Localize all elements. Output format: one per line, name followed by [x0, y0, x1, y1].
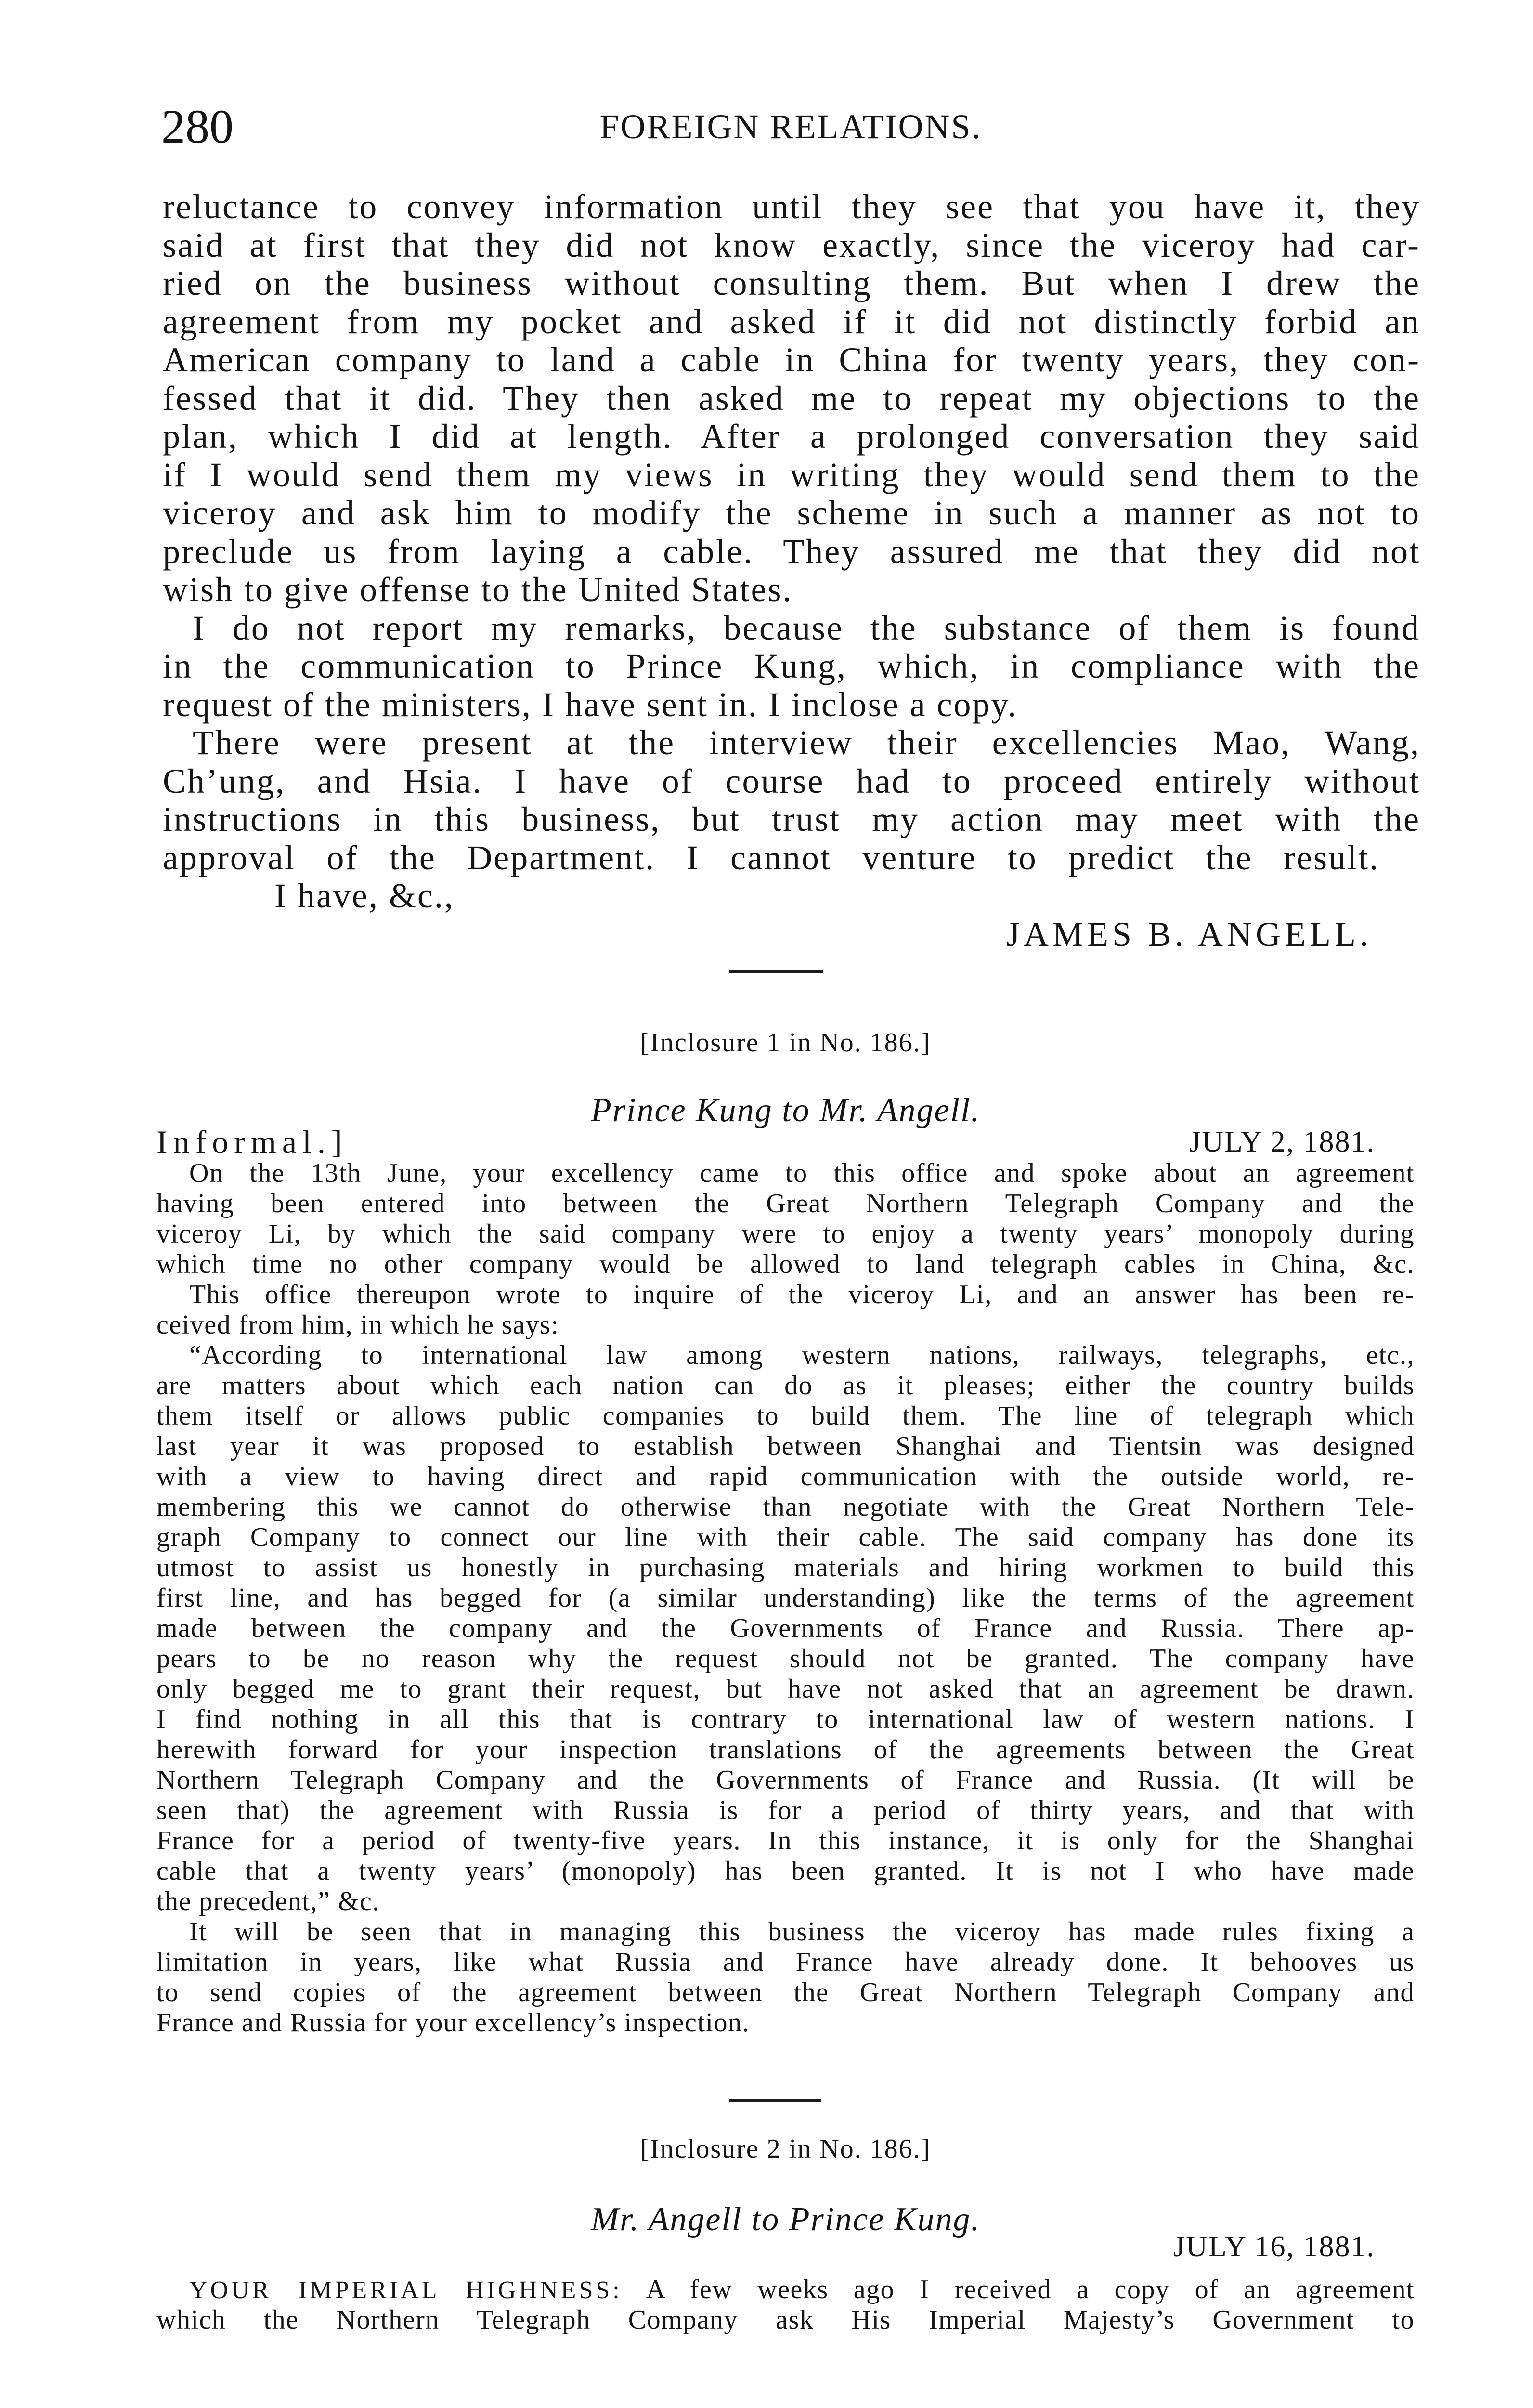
- inclosure-body: [156, 2275, 1415, 2335]
- section-divider: [729, 2099, 821, 2102]
- inclosure-line: Northern Telegraph Company and the Governments of France and Russia. (It will be: [156, 1765, 1415, 1795]
- inclosure-note: Informal.]: [156, 1124, 348, 1160]
- inclosure-line: seen that) the agreement with Russia is for a period of thirty years, and that with: [156, 1795, 1415, 1825]
- inclosure-label: [Inclosure 1 in No. 186.]: [640, 1028, 931, 1058]
- letter-line: There were present at the interview their excellencies Mao, Wang,: [193, 723, 1420, 762]
- signature: JAMES B. ANGELL.: [1006, 915, 1372, 954]
- letter-line: American company to land a cable in China for twenty years, they con-: [163, 340, 1420, 379]
- inclosure-body: [156, 1158, 1415, 2038]
- letter-line: instructions in this business, but trust my action may meet with the: [163, 800, 1420, 838]
- inclosure-line: I find nothing in all this that is contrary to international law of western nations. I: [156, 1704, 1415, 1734]
- inclosure-line: which the Northern Telegraph Company ask His Imperial Majesty’s Government to: [156, 2305, 1415, 2335]
- inclosure-title: Prince Kung to Mr. Angell.: [591, 1092, 980, 1129]
- inclosure-line: On the 13th June, your excellency came to this office and spoke about an agreement: [189, 1158, 1415, 1188]
- letter-line: wish to give offense to the United States.: [163, 570, 793, 609]
- letter-line: ried on the business without consulting them. But when I drew the: [163, 264, 1420, 302]
- letter-line: I do not report my remarks, because the substance of them is found: [193, 608, 1420, 647]
- page-header: [161, 100, 1420, 153]
- inclosure-line: [156, 2275, 1415, 2305]
- inclosure-line: “According to international law among western nations, railways, telegraphs, etc.,: [189, 1340, 1415, 1370]
- inclosure-line: with a view to having direct and rapid communication with the outside world, re-: [156, 1462, 1415, 1492]
- page-number: 280: [161, 100, 234, 153]
- section-divider: [729, 970, 823, 973]
- inclosure-line: viceroy Li, by which the said company were to enjoy a twenty years’ monopoly during: [156, 1219, 1415, 1249]
- inclosure-line: them itself or allows public companies to build them. The line of telegraph which: [156, 1401, 1415, 1431]
- inclosure-line: first line, and has begged for (a similar understanding) like the terms of the agreement: [156, 1583, 1415, 1613]
- letter-body: [163, 188, 1420, 954]
- inclosure-line: to send copies of the agreement between the Great Northern Telegraph Company and: [156, 1977, 1415, 2007]
- inclosure-date-row: [156, 1125, 1415, 1159]
- inclosure-date: JULY 16, 1881.: [1173, 2230, 1375, 2263]
- inclosure-line: utmost to assist us honestly in purchasing materials and hiring workmen to build this: [156, 1553, 1415, 1583]
- inclosure-line: This office thereupon wrote to inquire of the viceroy Li, and an answer has been re-: [189, 1280, 1415, 1309]
- inclosure-date: JULY 2, 1881.: [1189, 1125, 1375, 1158]
- inclosure-line: made between the company and the Governments of France and Russia. There ap-: [156, 1613, 1415, 1643]
- inclosure-line: herewith forward for your inspection translations of the agreements between the Great: [156, 1735, 1415, 1765]
- letter-closing: I have, &c.,: [274, 877, 455, 915]
- letter-line: in the communication to Prince Kung, which, in compliance with the: [163, 647, 1420, 685]
- inclosure-line-text: A few weeks ago I received a copy of an agreement: [646, 2275, 1415, 2304]
- inclosure-line: cable that a twenty years’ (monopoly) has been granted. It is not I who have made: [156, 1856, 1415, 1886]
- letter-line: plan, which I did at length. After a prolonged conversation they said: [163, 417, 1420, 456]
- letter-line: Ch’ung, and Hsia. I have of course had to proceed entirely without: [163, 761, 1420, 800]
- inclosure-line: limitation in years, like what Russia and France have already done. It behooves us: [156, 1947, 1415, 1977]
- inclosure-date-row: [156, 2230, 1415, 2264]
- running-title: FOREIGN RELATIONS.: [599, 107, 982, 146]
- inclosure-label: [Inclosure 2 in No. 186.]: [640, 2134, 931, 2164]
- letter-line: approval of the Department. I cannot venture to predict the result.: [163, 838, 1379, 877]
- inclosure-line: only begged me to grant their request, but have not asked that an agreement be drawn.: [156, 1674, 1415, 1704]
- inclosure-title: Mr. Angell to Prince Kung.: [591, 2201, 980, 2238]
- letter-line: request of the ministers, I have sent in. I inclose a copy.: [163, 685, 1018, 724]
- inclosure-line: having been entered into between the Great Northern Telegraph Company and the: [156, 1189, 1415, 1218]
- letter-line: if I would send them my views in writing they would send them to the: [163, 455, 1420, 494]
- salutation: YOUR IMPERIAL HIGHNESS:: [189, 2277, 623, 2304]
- letter-line: preclude us from laying a cable. They assured me that they did not: [163, 532, 1420, 571]
- letter-line: agreement from my pocket and asked if it did not distinctly forbid an: [163, 302, 1420, 341]
- inclosure-line: pears to be no reason why the request should not be granted. The company have: [156, 1644, 1415, 1674]
- letter-line: fessed that it did. They then asked me to repeat my objections to the: [163, 379, 1420, 418]
- inclosure-line: last year it was proposed to establish between Shanghai and Tientsin was designed: [156, 1431, 1415, 1461]
- letter-line: reluctance to convey information until they see that you have it, they: [163, 187, 1420, 226]
- inclosure-line: are matters about which each nation can do as it pleases; either the country builds: [156, 1371, 1415, 1400]
- inclosure-line: France and Russia for your excellency’s inspection.: [156, 2008, 750, 2038]
- inclosure-line: which time no other company would be allowed to land telegraph cables in China, &c.: [156, 1249, 1415, 1279]
- inclosure-line: France for a period of twenty-five years. In this instance, it is only for the Shanghai: [156, 1826, 1415, 1856]
- inclosure-line: It will be seen that in managing this business the viceroy has made rules fixing a: [189, 1917, 1415, 1947]
- letter-line: said at first that they did not know exactly, since the viceroy had car-: [163, 225, 1420, 264]
- inclosure-line: membering this we cannot do otherwise than negotiate with the Great Northern Tele-: [156, 1492, 1415, 1522]
- inclosure-line: graph Company to connect our line with their cable. The said company has done its: [156, 1522, 1415, 1552]
- inclosure-line: ceived from him, in which he says:: [156, 1310, 559, 1340]
- inclosure-line: the precedent,” &c.: [156, 1886, 380, 1916]
- letter-line: viceroy and ask him to modify the scheme in such a manner as not to: [163, 494, 1420, 532]
